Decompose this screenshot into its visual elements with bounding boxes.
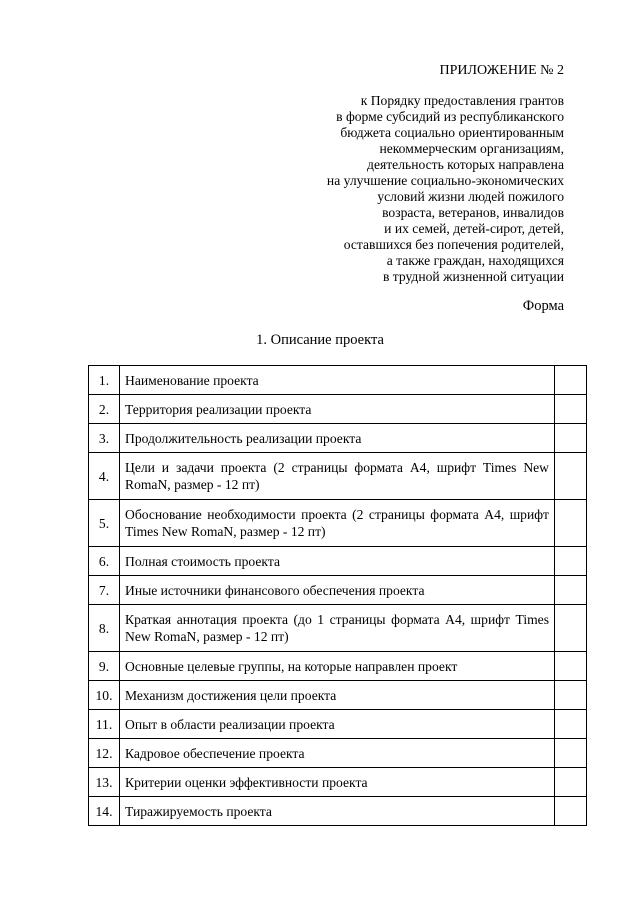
table-row <box>89 453 587 500</box>
row-value-cell[interactable] <box>555 395 587 424</box>
table-row <box>89 547 587 576</box>
row-value-cell[interactable] <box>555 681 587 710</box>
row-label: Наименование проекта <box>120 366 555 395</box>
annex-line: к Порядку предоставления грантов <box>360 93 564 108</box>
row-number: 2. <box>89 395 120 424</box>
annex-line: деятельность которых направлена <box>367 157 564 172</box>
row-number: 4. <box>89 453 120 500</box>
row-number: 8. <box>89 605 120 652</box>
table-row <box>89 768 587 797</box>
section-title: 1. Описание проекта <box>256 332 384 348</box>
row-value-cell[interactable] <box>555 605 587 652</box>
row-label: Краткая аннотация проекта (до 1 страницы формата А4, шрифт Times New RomaN, размер - 12 пт) <box>120 605 555 652</box>
row-value-cell[interactable] <box>555 453 587 500</box>
row-value-cell[interactable] <box>555 797 587 826</box>
table-row <box>89 605 587 652</box>
annex-line: и их семей, детей-сирот, детей, <box>384 221 564 236</box>
row-value-cell[interactable] <box>555 576 587 605</box>
row-label: Критерии оценки эффективности проекта <box>120 768 555 797</box>
annex-line: условий жизни людей пожилого <box>377 189 564 204</box>
table-row <box>89 652 587 681</box>
row-value-cell[interactable] <box>555 768 587 797</box>
row-label: Полная стоимость проекта <box>120 547 555 576</box>
row-label: Механизм достижения цели проекта <box>120 681 555 710</box>
row-label: Продолжительность реализации проекта <box>120 424 555 453</box>
row-number: 14. <box>89 797 120 826</box>
annex-title: ПРИЛОЖЕНИЕ № 2 <box>439 63 564 78</box>
row-number: 6. <box>89 547 120 576</box>
row-label: Тиражируемость проекта <box>120 797 555 826</box>
annex-line: в форме субсидий из республиканского <box>336 109 564 124</box>
table-row <box>89 366 587 395</box>
project-description-table <box>88 365 587 826</box>
annex-line: на улучшение социально-экономических <box>326 173 564 188</box>
table-row <box>89 739 587 768</box>
row-label: Иные источники финансового обеспечения проекта <box>120 576 555 605</box>
table-row <box>89 681 587 710</box>
table-row <box>89 424 587 453</box>
row-label: Обоснование необходимости проекта (2 страницы формата А4, шрифт Times New RomaN, размер - 12 пт) <box>120 500 555 547</box>
row-value-cell[interactable] <box>555 500 587 547</box>
table-row <box>89 500 587 547</box>
annex-line: бюджета социально ориентированным <box>340 125 564 140</box>
table-row <box>89 576 587 605</box>
row-value-cell[interactable] <box>555 424 587 453</box>
annex-line: в трудной жизненной ситуации <box>382 269 564 284</box>
row-label: Основные целевые группы, на которые направлен проект <box>120 652 555 681</box>
annex-line: оставшихся без попечения родителей, <box>343 237 564 252</box>
row-value-cell[interactable] <box>555 547 587 576</box>
row-number: 1. <box>89 366 120 395</box>
annex-line: некоммерческим организациям, <box>379 141 564 156</box>
table-row <box>89 395 587 424</box>
table-row <box>89 710 587 739</box>
row-number: 3. <box>89 424 120 453</box>
row-label: Кадровое обеспечение проекта <box>120 739 555 768</box>
row-label: Территория реализации проекта <box>120 395 555 424</box>
row-value-cell[interactable] <box>555 739 587 768</box>
annex-reference-block <box>264 93 564 285</box>
table-row <box>89 797 587 826</box>
row-number: 13. <box>89 768 120 797</box>
row-number: 11. <box>89 710 120 739</box>
form-label: Форма <box>522 298 564 314</box>
annex-line: а также граждан, находящихся <box>386 253 564 268</box>
row-label: Опыт в области реализации проекта <box>120 710 555 739</box>
row-label: Цели и задачи проекта (2 страницы формата А4, шрифт Times New RomaN, размер - 12 пт) <box>120 453 555 500</box>
row-value-cell[interactable] <box>555 652 587 681</box>
row-number: 12. <box>89 739 120 768</box>
row-value-cell[interactable] <box>555 366 587 395</box>
row-number: 10. <box>89 681 120 710</box>
row-number: 7. <box>89 576 120 605</box>
annex-line: возраста, ветеранов, инвалидов <box>382 205 564 220</box>
row-number: 5. <box>89 500 120 547</box>
row-value-cell[interactable] <box>555 710 587 739</box>
row-number: 9. <box>89 652 120 681</box>
